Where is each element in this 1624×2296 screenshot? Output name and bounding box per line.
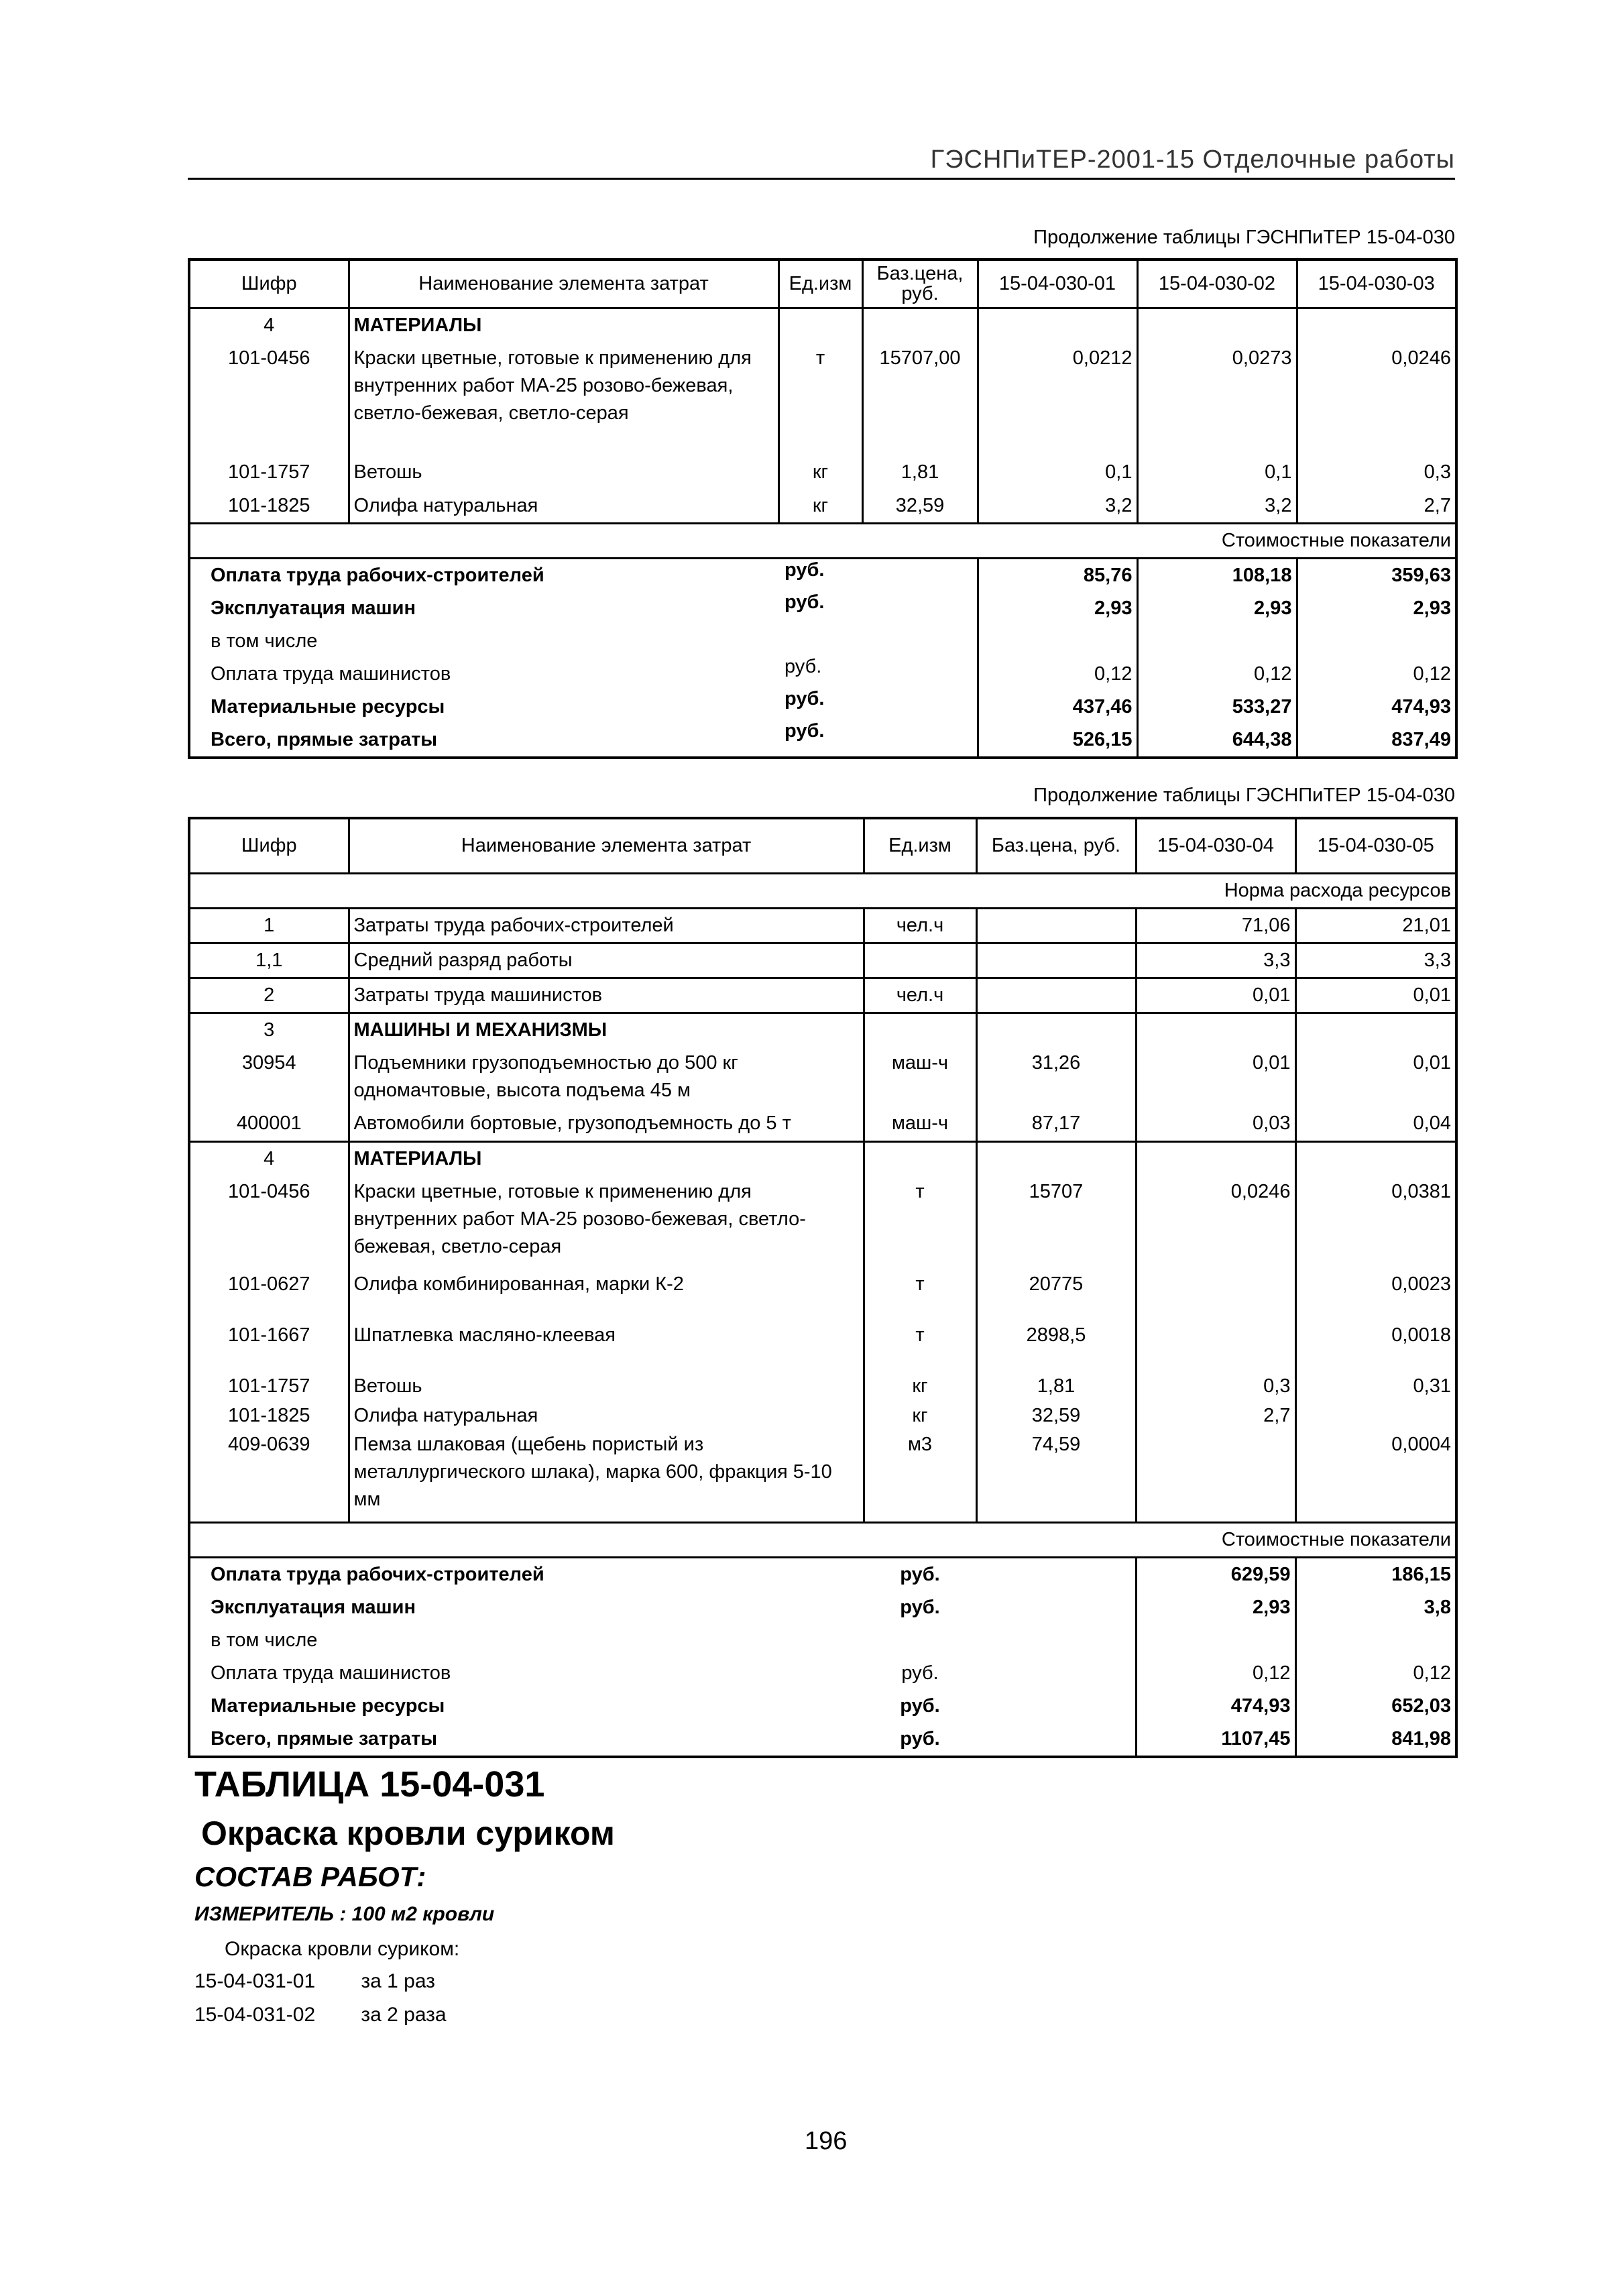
row-price: 15707: [976, 1175, 1136, 1268]
col-header-v1: 15-04-030-04: [1136, 818, 1295, 873]
cost-v2: 0,12: [1413, 1662, 1451, 1684]
col-header-price: Баз.цена, руб.: [976, 818, 1136, 873]
row-price: 15707,00: [862, 342, 978, 456]
cost-text: Оплата труда машинистов: [189, 658, 978, 691]
cost-text: Материальные ресурсы: [189, 691, 978, 724]
col-header-name: Наименование элемента затрат: [349, 260, 778, 308]
table-row: [189, 1319, 1456, 1370]
col-header-v1: 15-04-030-01: [978, 260, 1137, 308]
section-num: 4: [189, 308, 349, 342]
cost-text: в том числе: [189, 625, 978, 658]
row-price: 2898,5: [976, 1319, 1136, 1370]
row-v2: 0,0018: [1391, 1324, 1451, 1346]
row-name: Затраты труда машинистов: [349, 978, 864, 1013]
table-row: [189, 342, 1456, 456]
cost-unit: [785, 618, 824, 650]
row-unit: [864, 943, 976, 978]
row-price: [976, 908, 1136, 943]
cost-v2: 3,8: [1424, 1596, 1451, 1618]
table1-header-row: [189, 260, 1456, 308]
row-price: 31,26: [976, 1047, 1136, 1107]
row-v2: 3,3: [1295, 943, 1456, 978]
row-v2: 0,0273: [1137, 342, 1297, 456]
row-v2: 0,0023: [1391, 1273, 1451, 1295]
row-price: 1,81: [976, 1370, 1136, 1403]
row-code: 1,1: [189, 943, 349, 978]
cost-v1: 0,12: [1136, 1657, 1295, 1690]
cost-row: [189, 1657, 1456, 1690]
cost-unit: руб.: [785, 591, 825, 613]
cost-v3: 2,93: [1413, 597, 1451, 619]
col-header-price: Баз.цена, руб.: [862, 260, 978, 308]
table-title: ТАБЛИЦА 15-04-031: [194, 1764, 545, 1804]
variant-row: [194, 1970, 435, 1993]
col-header-v3: 15-04-030-03: [1297, 260, 1456, 308]
composition-heading: СОСТАВ РАБОТ:: [194, 1861, 426, 1892]
measure-unit: ИЗМЕРИТЕЛЬ : 100 м2 кровли: [194, 1903, 495, 1925]
row-price: 1,81: [862, 456, 978, 490]
cost-v1: 1107,45: [1136, 1723, 1295, 1757]
table-row: [189, 490, 1456, 524]
table-row: [189, 1175, 1456, 1268]
row-code: 409-0639: [189, 1428, 349, 1522]
row-price: 32,59: [862, 490, 978, 524]
cost-text: Эксплуатация машин: [211, 1596, 416, 1618]
cost-v1: 2,93: [1136, 1591, 1295, 1624]
row-code: 1: [189, 908, 349, 943]
cost-v3: 837,49: [1391, 728, 1451, 750]
col-header-unit: Ед.изм: [864, 818, 976, 873]
page-number: 196: [805, 2127, 848, 2155]
col-header-unit: Ед.изм: [778, 260, 862, 308]
cost-v3: 359,63: [1391, 564, 1451, 586]
row-v3: 0,0246: [1391, 347, 1451, 369]
row-code: 101-1757: [189, 456, 349, 490]
row-v2: 0,01: [1295, 978, 1456, 1013]
row-name: Олифа комбинированная, марки К-2: [349, 1268, 864, 1319]
table-row: [189, 978, 1456, 1013]
row-code: 101-0456: [189, 342, 349, 456]
row-unit: чел.ч: [864, 908, 976, 943]
row-unit: чел.ч: [864, 978, 976, 1013]
cost-label-row: [189, 1522, 1456, 1557]
variant-text: за 2 раза: [361, 2004, 447, 2026]
row-code: 101-0456: [189, 1175, 349, 1268]
work-description: Окраска кровли суриком:: [225, 1938, 460, 1960]
row-unit: м3: [864, 1428, 976, 1522]
table-row: [189, 1107, 1456, 1142]
section-num: 3: [189, 1013, 349, 1047]
table1-caption: Продолжение таблицы ГЭСНПиТЕР 15-04-030: [1033, 227, 1455, 248]
row-v1: [1136, 1428, 1295, 1522]
norm-label: Норма расхода ресурсов: [189, 873, 1456, 908]
col-header-code: Шифр: [189, 818, 349, 873]
row-v2: 0,04: [1295, 1107, 1456, 1142]
cost-row: [189, 1624, 1456, 1657]
row-price: 74,59: [976, 1428, 1136, 1522]
row-v1: 71,06: [1136, 908, 1295, 943]
row-name: Краски цветные, готовые к применению для внутренних работ МА-25 розово-бежевая, светло-бежевая, светло-серая: [349, 342, 778, 456]
table-row: [189, 1268, 1456, 1319]
row-name: Пемза шлаковая (щебень пористый из металлургического шлака), марка 600, фракция 5-10 мм: [349, 1428, 864, 1522]
row-code: 101-1667: [189, 1319, 349, 1370]
header-title: ГЭСНПиТЕР-2001-15 Отделочные работы: [930, 146, 1455, 174]
row-v1: 0,0246: [1136, 1175, 1295, 1268]
variant-text: за 1 раз: [361, 1970, 435, 1992]
col-header-v2: 15-04-030-02: [1137, 260, 1297, 308]
col-header-v2: 15-04-030-05: [1295, 818, 1456, 873]
row-unit: т: [864, 1268, 976, 1319]
variant-row: [194, 2004, 447, 2026]
row-unit: т: [778, 342, 862, 456]
cost-unit: руб.: [785, 559, 825, 581]
row-unit: кг: [778, 490, 862, 524]
row-v1: [1136, 1268, 1295, 1319]
cost-text: Всего, прямые затраты: [189, 724, 978, 758]
cost-v3: 474,93: [1391, 695, 1451, 718]
cost-unit: руб.: [900, 1596, 940, 1618]
cost-v1: 526,15: [978, 724, 1137, 758]
row-price: 20775: [976, 1268, 1136, 1319]
variant-code: 15-04-031-02: [194, 2004, 316, 2026]
row-name: Ветошь: [349, 456, 778, 490]
row-code: 101-1825: [189, 490, 349, 524]
cost-text: Оплата труда машинистов: [211, 1662, 451, 1684]
cost-unit: руб.: [785, 720, 825, 742]
row-unit: кг: [778, 456, 862, 490]
variant-code: 15-04-031-01: [194, 1970, 316, 1992]
row-v1: 0,3: [1136, 1370, 1295, 1403]
cost-unit: руб.: [901, 1662, 939, 1684]
row-code: 101-1757: [189, 1370, 349, 1403]
row-name: Затраты труда рабочих-строителей: [349, 908, 864, 943]
row-name: Подъемники грузоподъемностью до 500 кг одномачтовые, высота подъема 45 м: [349, 1047, 864, 1107]
cost-unit: руб.: [785, 688, 825, 709]
row-v1: [1136, 1319, 1295, 1370]
row-v2: 0,01: [1413, 1051, 1451, 1074]
cost-unit: руб.: [900, 1727, 940, 1749]
row-v2: 0,0004: [1295, 1428, 1456, 1522]
table-row: [189, 1428, 1456, 1522]
table2-header-row: [189, 818, 1456, 873]
table-row: [189, 1403, 1456, 1428]
table1-cost-units: [785, 554, 824, 747]
row-name: Краски цветные, готовые к применению для внутренних работ МА-25 розово-бежевая, светло-бежевая, светло-серая: [349, 1175, 864, 1268]
row-v3: 2,7: [1297, 490, 1456, 524]
row-code: 2: [189, 978, 349, 1013]
cost-label-cell: [189, 558, 978, 592]
table2-section-machines: [189, 1013, 1456, 1047]
row-v2: 0,0381: [1391, 1181, 1451, 1202]
row-unit: т: [864, 1175, 976, 1268]
cost-v1: 474,93: [1136, 1690, 1295, 1723]
row-name: Олифа натуральная: [349, 1403, 864, 1428]
cost-v1: 2,93: [978, 592, 1137, 625]
cost-v1: 85,76: [978, 558, 1137, 592]
cost-row: [189, 1690, 1456, 1723]
table-row: [189, 456, 1456, 490]
row-v2: 21,01: [1295, 908, 1456, 943]
row-v1: 0,01: [1136, 978, 1295, 1013]
row-name: Шпатлевка масляно-клеевая: [349, 1319, 864, 1370]
section-label: МАШИНЫ И МЕХАНИЗМЫ: [349, 1013, 864, 1047]
cost-label: Стоимостные показатели: [189, 523, 1456, 558]
row-unit: маш-ч: [864, 1107, 976, 1142]
table-row: [189, 1047, 1456, 1107]
row-code: 400001: [189, 1107, 349, 1142]
row-price: 87,17: [976, 1107, 1136, 1142]
row-price: [976, 943, 1136, 978]
row-v1: 0,0212: [978, 342, 1137, 456]
row-v1: 2,7: [1136, 1403, 1295, 1428]
table-row: [189, 1370, 1456, 1403]
col-header-name: Наименование элемента затрат: [349, 818, 864, 873]
row-v1: 0,01: [1136, 1047, 1295, 1107]
page-header: [188, 137, 1455, 180]
cost-v2: 2,93: [1137, 592, 1297, 625]
cost-label: Стоимостные показатели: [189, 1522, 1456, 1557]
cost-label-cell: [189, 592, 978, 625]
cost-unit: руб.: [785, 656, 822, 677]
table-row: [189, 943, 1456, 978]
cost-label-row: [189, 523, 1456, 558]
cost-text: в том числе: [211, 1629, 318, 1651]
col-header-code: Шифр: [189, 260, 349, 308]
row-unit: кг: [864, 1370, 976, 1403]
cost-unit: руб.: [900, 1563, 940, 1585]
cost-v1: 629,59: [1136, 1557, 1295, 1591]
row-name: Ветошь: [349, 1370, 864, 1403]
cost-v2: 186,15: [1391, 1563, 1451, 1585]
cost-v2: 652,03: [1391, 1695, 1451, 1717]
row-unit: маш-ч: [864, 1047, 976, 1107]
section-num: 4: [189, 1142, 349, 1176]
table-row: [189, 908, 1456, 943]
row-code: 30954: [189, 1047, 349, 1107]
cost-row: [189, 1591, 1456, 1624]
table2-section-materials: [189, 1142, 1456, 1176]
cost-v1: 0,12: [978, 658, 1137, 691]
table1-section-materials: [189, 308, 1456, 342]
section-label: МАТЕРИАЛЫ: [349, 308, 778, 342]
cost-text: Оплата труда рабочих-строителей: [211, 1563, 544, 1585]
cost-row: [189, 1723, 1456, 1757]
row-unit: т: [864, 1319, 976, 1370]
cost-text: Материальные ресурсы: [211, 1695, 445, 1717]
row-v2: 0,1: [1137, 456, 1297, 490]
row-v1: 3,2: [978, 490, 1137, 524]
cost-text: Всего, прямые затраты: [211, 1727, 438, 1749]
cost-row: [189, 1557, 1456, 1591]
row-v1: 0,1: [978, 456, 1137, 490]
row-name: Средний разряд работы: [349, 943, 864, 978]
row-v2: [1295, 1403, 1456, 1428]
norm-label-row: [189, 873, 1456, 908]
cost-text: Оплата труда рабочих-строителей: [211, 564, 544, 586]
table2-caption: Продолжение таблицы ГЭСНПиТЕР 15-04-030: [1033, 785, 1455, 806]
row-price: 32,59: [976, 1403, 1136, 1428]
cost-v1: 437,46: [978, 691, 1137, 724]
row-code: 101-0627: [189, 1268, 349, 1319]
row-code: 101-1825: [189, 1403, 349, 1428]
row-v1: 3,3: [1136, 943, 1295, 978]
cost-v2: 533,27: [1137, 691, 1297, 724]
row-v3: 0,3: [1424, 461, 1451, 483]
work-title: Окраска кровли суриком: [201, 1815, 615, 1852]
row-price: [976, 978, 1136, 1013]
row-unit: кг: [864, 1403, 976, 1428]
cost-v2: 0,12: [1137, 658, 1297, 691]
row-name: Автомобили бортовые, грузоподъемность до 5 т: [349, 1107, 864, 1142]
cost-v3: 0,12: [1413, 663, 1451, 685]
row-v1: 0,03: [1136, 1107, 1295, 1142]
cost-unit: руб.: [900, 1695, 940, 1717]
cost-v2: 644,38: [1137, 724, 1297, 758]
table2: [188, 817, 1458, 1758]
cost-v2: 108,18: [1137, 558, 1297, 592]
section-label: МАТЕРИАЛЫ: [349, 1142, 864, 1176]
row-v2: 0,31: [1413, 1375, 1451, 1397]
row-v2: 3,2: [1137, 490, 1297, 524]
cost-text: Эксплуатация машин: [211, 597, 416, 619]
cost-v2: 841,98: [1391, 1727, 1451, 1749]
row-name: Олифа натуральная: [349, 490, 778, 524]
